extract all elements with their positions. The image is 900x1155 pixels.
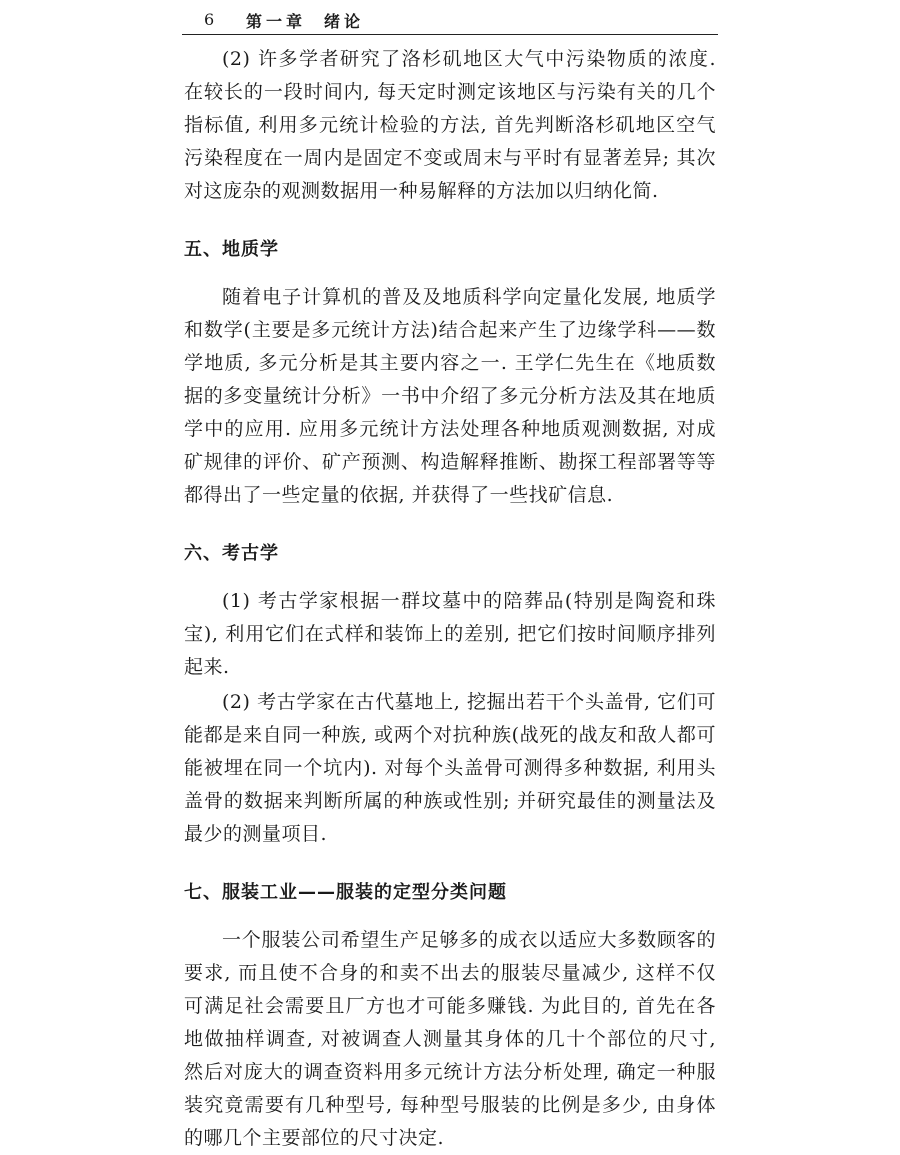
- heading-geology: 五、地质学: [184, 239, 279, 260]
- chapter-number: 第一章: [246, 12, 307, 31]
- chapter-title: 绪论: [324, 12, 365, 31]
- paragraph-geology: 随着电子计算机的普及及地质科学向定量化发展, 地质学和数学(主要是多元统计方法)结合起来产生了边缘学科——数学地质, 多元分析是其主要内容之一. 王学仁先生在《地质数据的多变量统计分析》一书中介绍了多元分析方法及其在地质学中的应用. 应用多元统计方法处理各种地质观测数据, 对成矿规律的评价、矿产预测、构造解释推断、勘探工程部署等等都得出了一些定量的依据, 并获得了一些找矿信息.: [184, 286, 716, 506]
- chapter-label: [246, 9, 364, 32]
- heading-archaeology: 六、考古学: [184, 543, 279, 564]
- paragraph-archaeology-2: (2) 考古学家在古代墓地上, 挖掘出若干个头盖骨, 它们可能都是来自同一种族, 或两个对抗种族(战死的战友和敌人都可能被埋在同一个坑内). 对每个头盖骨可测得多种数据, 利用头盖骨的数据来判断所属的种族或性别; 并研究最佳的测量法及最少的测量项目.: [184, 691, 716, 845]
- page-number: 6: [204, 10, 215, 29]
- running-header: [182, 6, 718, 35]
- paragraph-garment-industry: 一个服装公司希望生产足够多的成衣以适应大多数顾客的要求, 而且使不合身的和卖不出去的服装尽量减少, 这样不仅可满足社会需要且厂方也才可能多赚钱. 为此目的, 首先在各地做抽样调查, 对被调查人测量其身体的几十个部位的尺寸, 然后对庞大的调查资料用多元统计方法分析处理, 确定一种服装究竟需要有几种型号, 每种型号服装的比例是多少, 由身体的哪几个主要部位的尺寸决定.: [184, 929, 716, 1149]
- paragraph-archaeology-1: (1) 考古学家根据一群坟墓中的陪葬品(特别是陶瓷和珠宝), 利用它们在式样和装饰上的差别, 把它们按时间顺序排列起来.: [184, 590, 716, 678]
- body-text: [184, 43, 716, 1155]
- heading-garment-industry: 七、服装工业——服装的定型分类问题: [184, 882, 507, 903]
- paragraph-air-pollution: (2) 许多学者研究了洛杉矶地区大气中污染物质的浓度. 在较长的一段时间内, 每天定时测定该地区与污染有关的几个指标值, 利用多元统计检验的方法, 首先判断洛杉矶地区空气污染程度在一周内是固定不变或周末与平时有显著差异; 其次对这庞杂的观测数据用一种易解释的方法加以归纳化简.: [184, 48, 716, 202]
